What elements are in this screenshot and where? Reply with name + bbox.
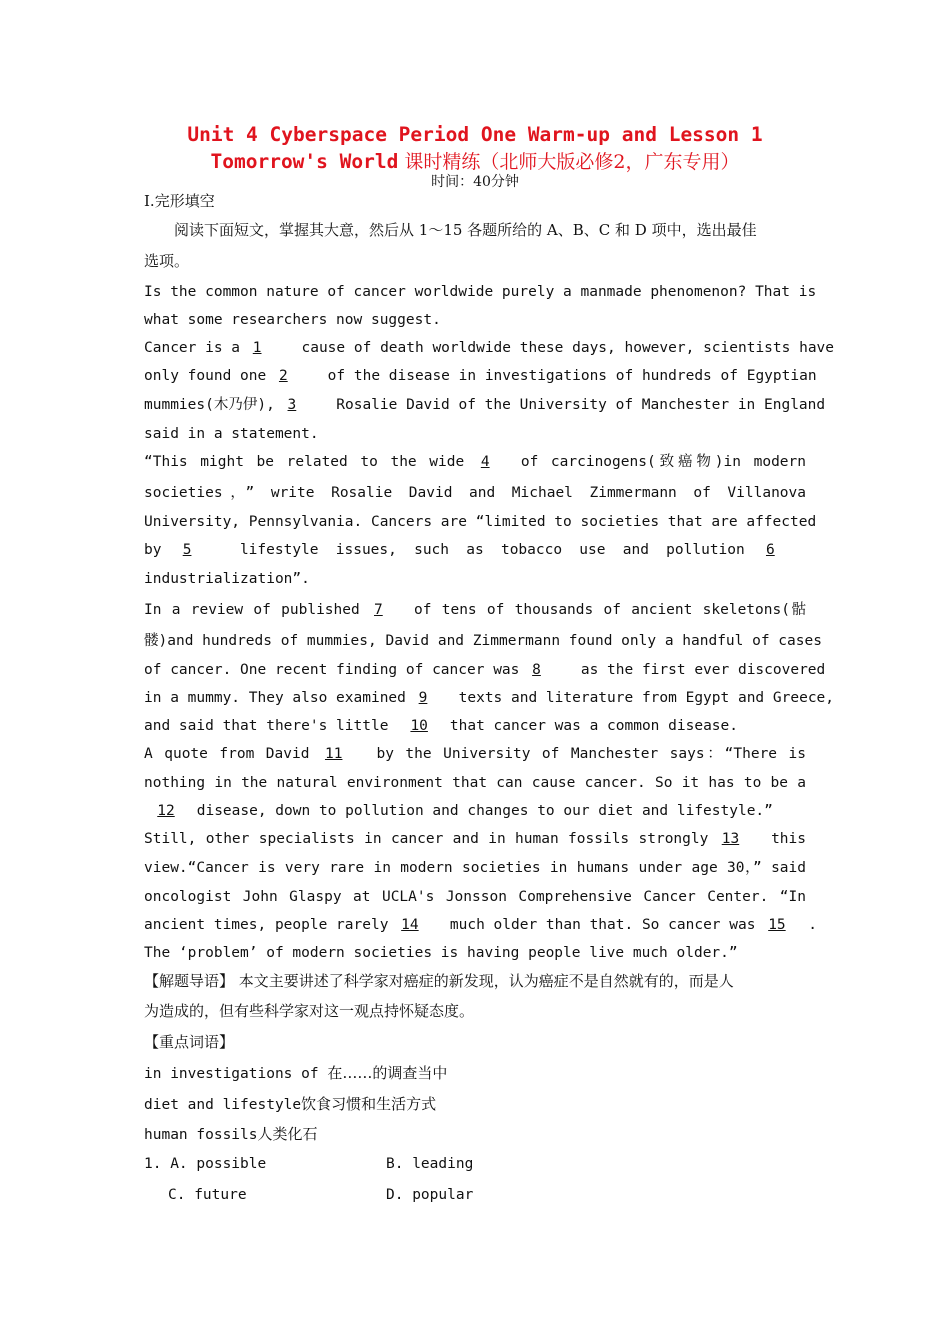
passage-line: only found one 2 of the disease in investigations of hundreds of Egyptian — [144, 368, 817, 384]
blank-4[interactable]: 4 — [480, 454, 490, 470]
blank-15[interactable]: 15 — [768, 917, 786, 933]
doc-title-english: Tomorrow's World — [210, 150, 399, 173]
passage-line: by 5 lifestyle issues, such as tobacco use and pollution 6 — [144, 540, 806, 560]
section-heading: I.完形填空 — [144, 192, 215, 210]
option-a[interactable]: 1. A. possible — [144, 1156, 267, 1172]
vocab-item: human fossils人类化石 — [144, 1125, 318, 1143]
blank-7[interactable]: 7 — [374, 602, 383, 618]
passage-line: and said that there's little 10 that cancer was a common disease. — [144, 718, 738, 734]
passage-line: Cancer is a 1 cause of death worldwide these days, however, scientists have — [144, 340, 835, 356]
blank-5[interactable]: 5 — [182, 542, 192, 558]
vocab-item: in investigations of 在……的调查当中 — [144, 1064, 448, 1082]
passage-line: A quote from David 11 by the University of Manchester says：“There is — [144, 746, 806, 762]
option-c[interactable]: C. future — [168, 1187, 247, 1203]
doc-title-line1: Unit 4 Cyberspace Period One Warm-up and Lesson 1 — [187, 123, 763, 146]
blank-13[interactable]: 13 — [721, 831, 740, 847]
instructions-line: 阅读下面短文，掌握其大意，然后从 1～15 各题所给的 A、B、C 和 D 项中，选出最佳 — [144, 221, 757, 239]
blank-11[interactable]: 11 — [324, 746, 343, 762]
vocab-heading: 【重点词语】 — [144, 1033, 235, 1051]
passage-line: what some researchers now suggest. — [144, 312, 441, 328]
passage-line: ancient times, people rarely 14 much older than that. So cancer was 15 . — [144, 917, 817, 933]
guide-line: 为造成的，但有些科学家对这一观点持怀疑态度。 — [144, 1002, 475, 1020]
blank-10[interactable]: 10 — [410, 718, 428, 734]
passage-line: industrialization”. — [144, 571, 310, 587]
passage-line: 12 disease, down to pollution and changes to our diet and lifestyle.” — [144, 801, 806, 821]
passage-line: In a review of published 7 of tens of thousands of ancient skeletons(骷 — [144, 602, 806, 618]
doc-title-chinese: 课时精练（北师大版必修2，广东专用） — [398, 151, 740, 173]
passage-line: of cancer. One recent finding of cancer was 8 as the first ever discovered — [144, 662, 826, 678]
passage-line: Still, other specialists in cancer and in human fossils strongly 13 this — [144, 831, 806, 847]
passage-line: said in a statement. — [144, 426, 319, 442]
option-b[interactable]: B. leading — [386, 1156, 474, 1172]
passage-line: view.“Cancer is very rare in modern societies in humans under age 30，” said — [144, 860, 806, 876]
blank-6[interactable]: 6 — [765, 542, 775, 558]
time-limit: 时间：40分钟 — [431, 174, 519, 190]
passage-line: nothing in the natural environment that can cause cancer. So it has to be a — [144, 775, 806, 791]
passage-line: in a mummy. They also examined 9 texts and literature from Egypt and Greece, — [144, 690, 835, 706]
passage-line: The ‘problem’ of modern societies is having people live much older.” — [144, 945, 738, 961]
passage-line: societies，” write Rosalie David and Michael Zimmermann of Villanova — [144, 485, 806, 501]
blank-2[interactable]: 2 — [278, 368, 288, 384]
blank-14[interactable]: 14 — [401, 917, 419, 933]
blank-8[interactable]: 8 — [532, 662, 541, 678]
blank-9[interactable]: 9 — [418, 690, 428, 706]
passage-line: oncologist John Glaspy at UCLA's Jonsson Comprehensive Cancer Center. “In — [144, 889, 806, 905]
passage-line: “This might be related to the wide 4 of carcinogens(致癌物)in modern — [144, 454, 806, 470]
passage-line: Is the common nature of cancer worldwide purely a manmade phenomenon? That is — [144, 284, 817, 300]
passage-line: mummies(木乃伊), 3 Rosalie David of the University of Manchester in England — [144, 397, 826, 413]
doc-title-line2 — [0, 147, 950, 174]
option-d[interactable]: D. popular — [386, 1187, 474, 1203]
passage-line: University, Pennsylvania. Cancers are “limited to societies that are affected — [144, 514, 817, 530]
blank-3[interactable]: 3 — [287, 397, 297, 413]
blank-1[interactable]: 1 — [252, 340, 262, 356]
blank-12[interactable]: 12 — [157, 803, 175, 819]
vocab-item: diet and lifestyle饮食习惯和生活方式 — [144, 1095, 437, 1113]
guide-line: 【解题导语】 本文主要讲述了科学家对癌症的新发现，认为癌症不是自然就有的，而是人 — [144, 972, 734, 990]
instructions-line: 选项。 — [144, 252, 190, 270]
passage-line: 髅)and hundreds of mummies, David and Zimmermann found only a handful of cases — [144, 633, 822, 649]
